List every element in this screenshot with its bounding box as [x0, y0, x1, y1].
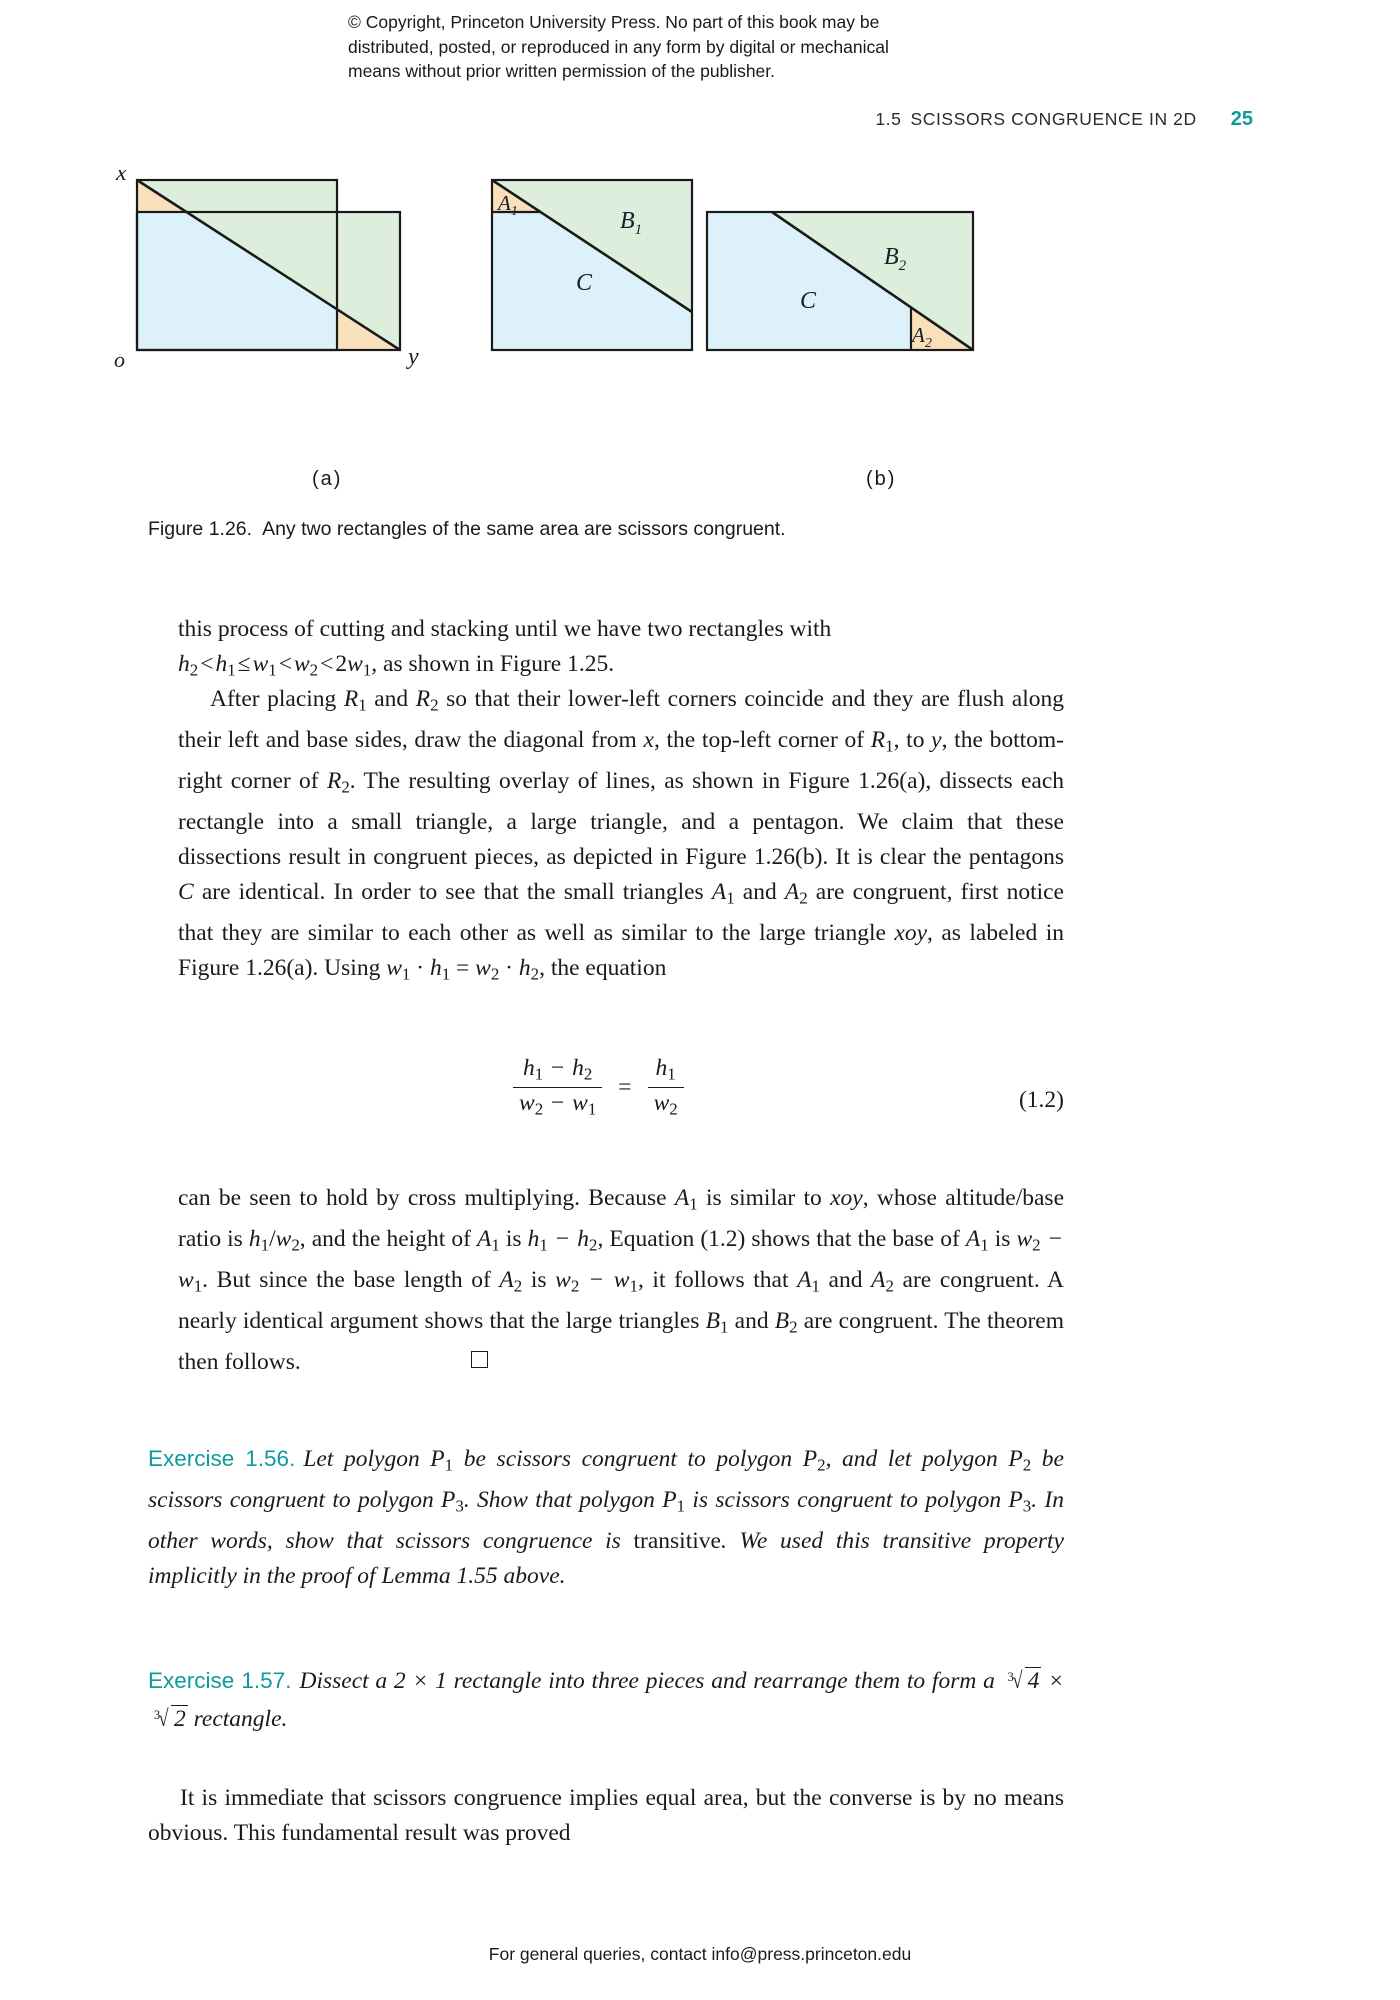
- diagram-b-left: [492, 180, 692, 350]
- fraction-left-numerator: $h_1 - h_2$: [522, 1055, 593, 1084]
- equation-number: (1.2): [1018, 1087, 1064, 1113]
- exercise-1-56: [148, 1441, 1064, 1594]
- header-section-title: SCISSORS CONGRUENCE IN 2D: [910, 109, 1197, 129]
- label-c1: C: [576, 270, 593, 296]
- cube-root-4: $^3$√ 4: [1007, 1668, 1040, 1694]
- exercise-1-57-head: Exercise 1.57.: [148, 1668, 292, 1693]
- running-head: [0, 108, 1253, 131]
- copyright-notice: [348, 10, 1048, 84]
- fraction-right-numerator: $h_1$: [655, 1055, 676, 1084]
- figure-sublabel-b: (b): [866, 468, 897, 490]
- copyright-line-3: means without prior written permission of the publisher.: [348, 61, 776, 81]
- page-number: 25: [1230, 108, 1253, 130]
- fraction-left-denominator: $w_2 - w_1$: [513, 1087, 602, 1120]
- diagram-a: [114, 170, 419, 372]
- copyright-line-1: © Copyright, Princeton University Press. No part of this book may be: [348, 12, 880, 32]
- paragraph-closing: It is immediate that scissors congruence implies equal area, but the converse is by no means obvious. This fundamental result was proved: [148, 1784, 1064, 1846]
- diagram-b-right: [707, 212, 973, 351]
- page-footer: For general queries, contact info@press.princeton.edu: [488, 1944, 912, 1964]
- figure-caption-text: Any two rectangles of the same area are scissors congruent.: [262, 518, 786, 540]
- para1-text-line1: this process of cutting and stacking until we have two rectangles with: [178, 616, 832, 642]
- exercise-1-56-body: Let polygon $P_1$ be scissors congruent to polygon $P_2$, and let polygon $P_2$ be scissors congruent to polygon $P_3$. Show that polygon $P_1$ is scissors congruent to polygon $P_3$. In other words, show that scissors congruence is transitive. We used this transitive property implicitly in the proof of Lemma 1.55 above.: [148, 1446, 1064, 1590]
- fraction-right: [648, 1055, 684, 1119]
- fraction-left: [513, 1055, 602, 1119]
- figure-1-26: [0, 170, 1400, 570]
- equals-sign: =: [618, 1073, 632, 1100]
- figure-caption-number: Figure 1.26.: [148, 518, 253, 540]
- label-a2: $A_2$: [912, 323, 932, 351]
- copyright-line-2: distributed, posted, or reproduced in any form by digital or mechanical: [348, 36, 889, 57]
- label-b1: $B_1$: [620, 208, 643, 238]
- header-section-number: 1.5: [875, 109, 902, 129]
- equation-1-2: [178, 1055, 1064, 1160]
- label-vertex-y: y: [408, 344, 419, 370]
- qed-box: [471, 1351, 488, 1368]
- cube-root-2: $^3$√ 2: [154, 1706, 186, 1733]
- exercise-1-56-emphasis: transitive: [633, 1527, 721, 1554]
- paragraph-continued: [178, 612, 1064, 688]
- label-a1: $A_1$: [498, 191, 518, 219]
- exercise-1-57-body: Dissect a 2 × 1 rectangle into three pieces and rearrange them to form a $^3$√ 4 × $^3$√ 2 rectangle.: [148, 1668, 1064, 1732]
- figure-diagrams: [0, 170, 1400, 470]
- para1-inequality: $h_2<h_1\le w_1<w_2<2w_1$, as shown in Figure 1.25.: [178, 651, 615, 680]
- label-c2: C: [800, 288, 817, 314]
- label-vertex-x: x: [116, 170, 127, 186]
- equation-expression: [513, 1055, 684, 1119]
- paragraph-cross-multiplying: can be seen to hold by cross multiplying. Because $A_1$ is similar to xoy, whose altitude/base ratio is $h_1/w_2$, and the height of $A_1$ is $h_1 - h_2$, Equation (1.2) shows that the base of $A_1$ is $w_2 - w_1$. But since the base length of $A_2$ is $w_2 - w_1$, it follows that $A_1$ and $A_2$ are congruent. A nearly identical argument shows that the large triangles $B_1$ and $B_2$ are congruent. The theorem then follows.: [178, 1185, 1065, 1375]
- figure-sublabel-a: (a): [312, 468, 343, 490]
- label-b2: $B_2$: [884, 244, 907, 274]
- fraction-right-denominator: $w_2$: [648, 1087, 684, 1120]
- figure-caption: [148, 518, 1258, 541]
- exercise-1-56-head: Exercise 1.56.: [148, 1446, 296, 1471]
- paragraph-after-placing: After placing $R_1$ and $R_2$ so that their lower-left corners coincide and they are flush along their left and base sides, draw the diagonal from x, the top-left corner of $R_1$, to y, the bottom-right corner of $R_2$. The resulting overlay of lines, as shown in Figure 1.26(a), dissects each rectangle into a small triangle, a large triangle, and a pentagon. We claim that these dissections result in congruent pieces, as depicted in Figure 1.26(b). It is clear the pentagons C are identical. In order to see that the small triangles $A_1$ and $A_2$ are congruent, first notice that they are similar to each other as well as similar to the large triangle xoy, as labeled in Figure 1.26(a). Using $w_1 \cdot h_1 = w_2 \cdot h_2$, the equation: [178, 686, 1065, 985]
- label-vertex-o: o: [114, 347, 125, 372]
- exercise-1-57: [148, 1663, 1064, 1740]
